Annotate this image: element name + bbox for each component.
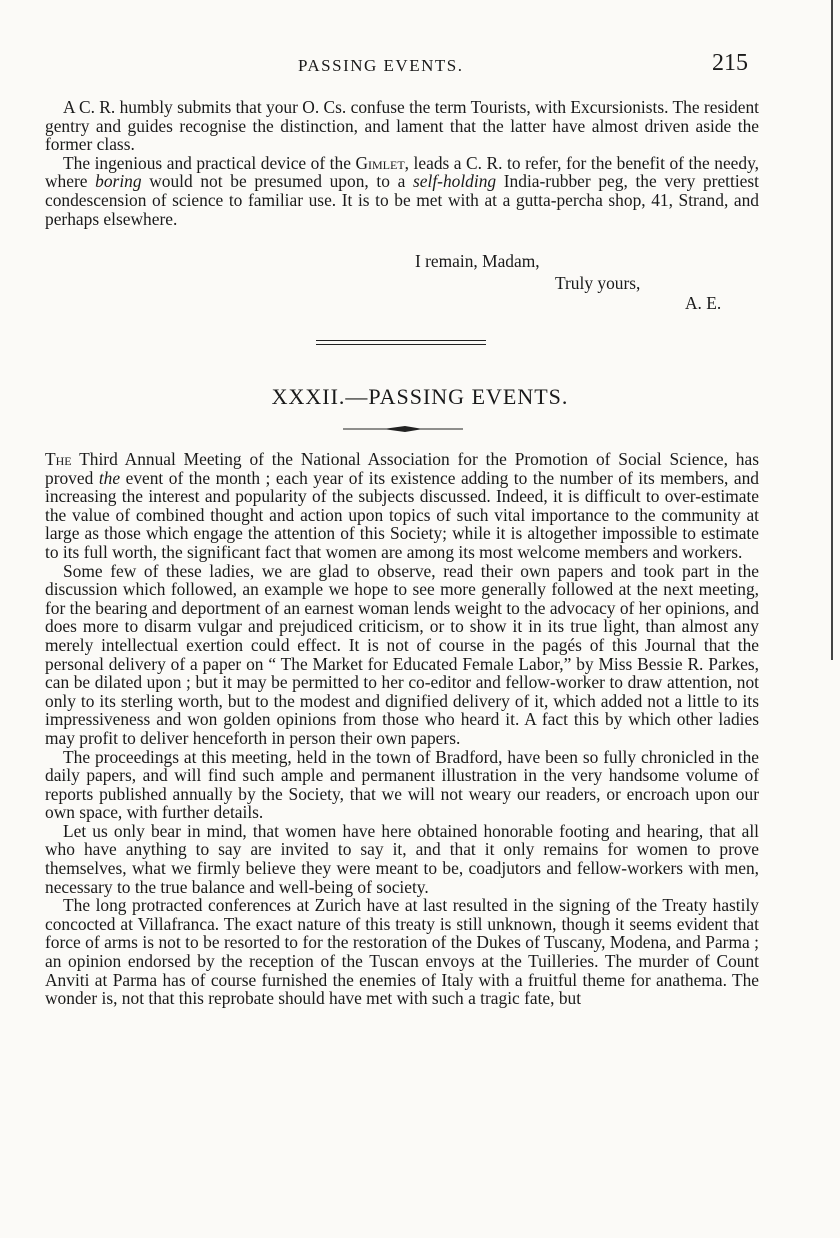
ornament-rule [343,424,463,434]
letter-body [45,98,759,228]
page-edge-line [831,0,833,660]
section-divider-bottom [316,344,486,345]
section-paragraph-2: Some few of these ladies, we are glad to observe, read their own papers and took part in the discussion which followed, an example we hope to see more generally followed at the next meeting, for the bearing and deportment of an earnest woman lends weight to the advocacy of her opinions, and does more to disarm vulgar and prejudiced criticism, or to show it in its true light, than almost any merely intellectual exertion could effect. It is not of course in the pagés of this Journal that the personal delivery of a paper on “ The Market for Educated Female Labor,” by Miss Bessie R. Parkes, can be dilated upon ; but it may be permitted to her co-editor and fellow-worker to draw attention, not only to its sterling worth, but to the modest and dignified delivery of it, which added not a little to its impressiveness and won golden opinions from those who heard it. A fact this by which other ladies may profit to deliver henceforth in person their own papers. [45,560,759,748]
section-body [45,450,759,1008]
the-emphasis: the [98,467,121,488]
running-head: PASSING EVENTS. [298,56,464,75]
page-number: 215 [712,50,748,76]
self-holding-term: self-holding [413,171,497,192]
section-paragraph-3: The proceedings at this meeting, held in the town of Bradford, have been so fully chronicled in the daily papers, and will find such ample and permanent illustration in the very handsome volume of reports published annually by the Society, that we will not weary our readers, or encroach upon our own space, with further details. [45,746,759,823]
drop-word: The [45,449,72,469]
section-divider-top [316,340,486,341]
section-title: XXXII.—PASSING EVENTS. [271,384,569,409]
page-header [0,50,840,80]
signature: A. E. [685,293,722,313]
letter-paragraph-2: The ingenious and practical device of the Gimlet, leads a C. R. to refer, for the benefit of the needy, where boring would not be presumed upon, to a self-holding India-rubber peg, the very prettiest condescension of science to familiar use. It is to be met with at a gutta-percha shop, 41, Strand, and perhaps elsewhere. [45,152,759,229]
section-paragraph-1: The Third Annual Meeting of the National Association for the Promotion of Social Science, has proved the event of the month ; each year of its existence adding to the number of its members, and increasing the interest and popularity of the subjects discussed. Indeed, it is difficult to over-estimate the value of combined thought and action upon topics of such vital importance to the community at large as those which engage the attention of this Society; while it is altogether impossible to estimate to its full worth, the significant fact that women are among its most welcome members and workers. [45,449,759,562]
section-paragraph-5: The long protracted conferences at Zurich have at last resulted in the signing of the Treaty hastily concocted at Villafranca. The exact nature of this treaty is still unknown, though it seems evident that force of arms is not to be resorted to for the restoration of the Dukes of Tuscany, Modena, and Parma ; an opinion endorsed by the reception of the Tuscan envoys at the Tuilleries. The murder of Count Anviti at Parma has of course furnished the enemies of Italy with a fruitful theme for anathema. The wonder is, not that this reprobate should have met with such a tragic fate, but [45,895,759,1009]
closing-line-2: Truly yours, [555,273,641,293]
letter-paragraph-1: A C. R. humbly submits that your O. Cs. confuse the term Tourists, with Excursionists. The resident gentry and guides recognise the distinction, and lament that the latter have almost driven aside the former class. [45,97,759,155]
boring-term: boring [95,171,142,192]
closing-line-1: I remain, Madam, [415,251,540,271]
gimlet-term: Gimlet [355,152,405,173]
section-paragraph-4: Let us only bear in mind, that women have here obtained honorable footing and hearing, that all who have anything to say are invited to say it, and that it only remains for women to prove themselves, what we firmly believe they were meant to be, coadjutors and fellow-workers with men, necessary to the true balance and well-being of society. [45,820,759,897]
